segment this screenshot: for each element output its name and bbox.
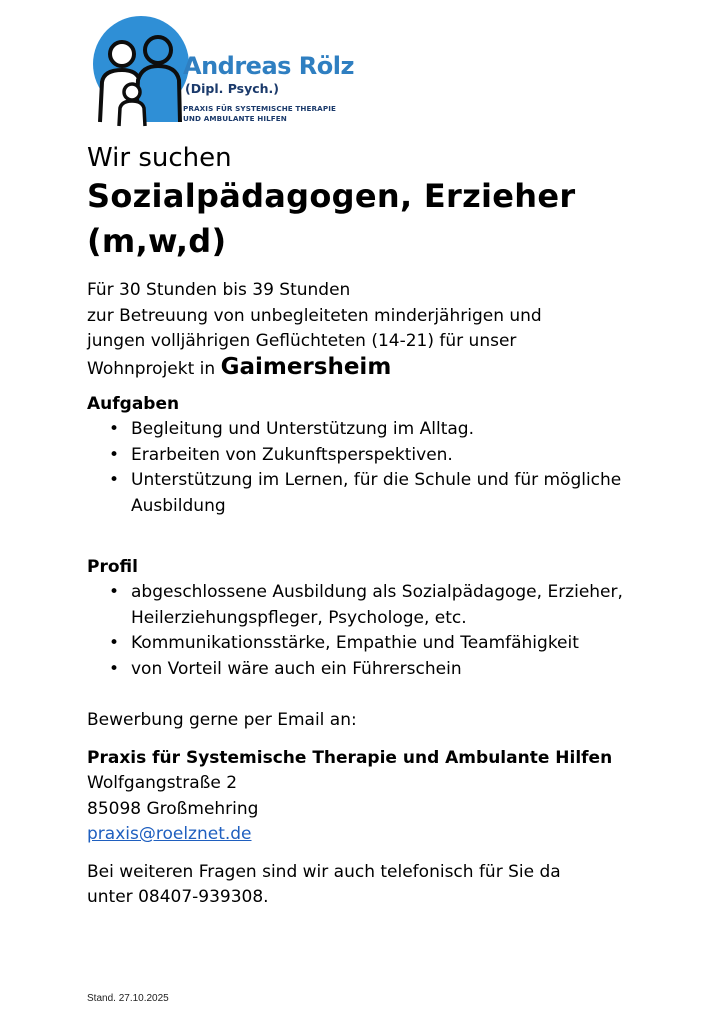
list-item-text: Kommunikationsstärke, Empathie und Teamfähigkeit [131, 633, 579, 653]
description-line: zur Betreuung von unbegleiteten minderjährigen und [87, 305, 542, 326]
email-line [87, 822, 647, 848]
address-city: 85098 Großmehring [87, 798, 259, 819]
organization-name: Praxis für Systemische Therapie und Ambulante Hilfen [87, 747, 613, 768]
tasks-list [87, 417, 647, 519]
list-item [109, 657, 647, 683]
description-line [87, 355, 647, 383]
footer-date: Stand. 27.10.2025 [87, 993, 169, 1004]
description-line: jungen volljährigen Geflüchteten (14-21) für unser [87, 331, 517, 351]
job-title-line2: (m,w,d) [87, 222, 227, 260]
logo-name: Andreas Rölz [183, 52, 354, 80]
list-item [109, 580, 647, 631]
list-item-text: Erarbeiten von Zukunftsperspektiven. [131, 444, 453, 465]
bullet-icon: • [109, 444, 120, 465]
list-item [109, 417, 647, 443]
application-intro: Bewerbung gerne per Email an: [87, 710, 357, 730]
list-item-text: Begleitung und Unterstützung im Alltag. [131, 419, 474, 439]
bullet-icon: • [109, 658, 120, 679]
list-item [109, 468, 647, 519]
bullet-icon: • [109, 419, 120, 439]
list-item [109, 631, 647, 657]
bullet-icon: • [109, 582, 120, 602]
bullet-icon: • [109, 470, 120, 490]
job-description [87, 278, 647, 382]
intro-text: Wir suchen [87, 143, 232, 173]
description-line: Für 30 Stunden bis 39 Stunden [87, 280, 351, 300]
email-link[interactable]: praxis@roelznet.de [87, 824, 252, 844]
list-item-text: von Vorteil wäre auch ein Führerschein [131, 658, 462, 679]
profile-list [87, 580, 647, 682]
job-title-line1: Sozialpädagogen, Erzieher [87, 177, 576, 215]
list-item [109, 443, 647, 469]
contact-line1: Bei weiteren Fragen sind wir auch telefonisch für Sie da [87, 861, 561, 882]
logo-degree: (Dipl. Psych.) [185, 81, 280, 96]
list-item-text: abgeschlossene Ausbildung als Sozialpädagoge, Erzieher, Heilerziehungspfleger, Psychologe, etc. [131, 582, 623, 628]
tasks-heading: Aufgaben [87, 394, 180, 414]
logo-tagline-line2: UND AMBULANTE HILFEN [183, 114, 287, 123]
profile-heading: Profil [87, 557, 138, 577]
description-prefix: Wohnprojekt in [87, 358, 216, 379]
job-location: Gaimersheim [220, 353, 392, 380]
posting-content [87, 140, 647, 911]
list-item-text: Unterstützung im Lernen, für die Schule und für mögliche Ausbildung [131, 470, 622, 516]
address-street: Wolfgangstraße 2 [87, 773, 238, 793]
logo-tagline-line1: PRAXIS FÜR SYSTEMISCHE THERAPIE [183, 104, 336, 113]
contact-line2: unter 08407-939308. [87, 887, 269, 907]
bullet-icon: • [109, 633, 120, 653]
